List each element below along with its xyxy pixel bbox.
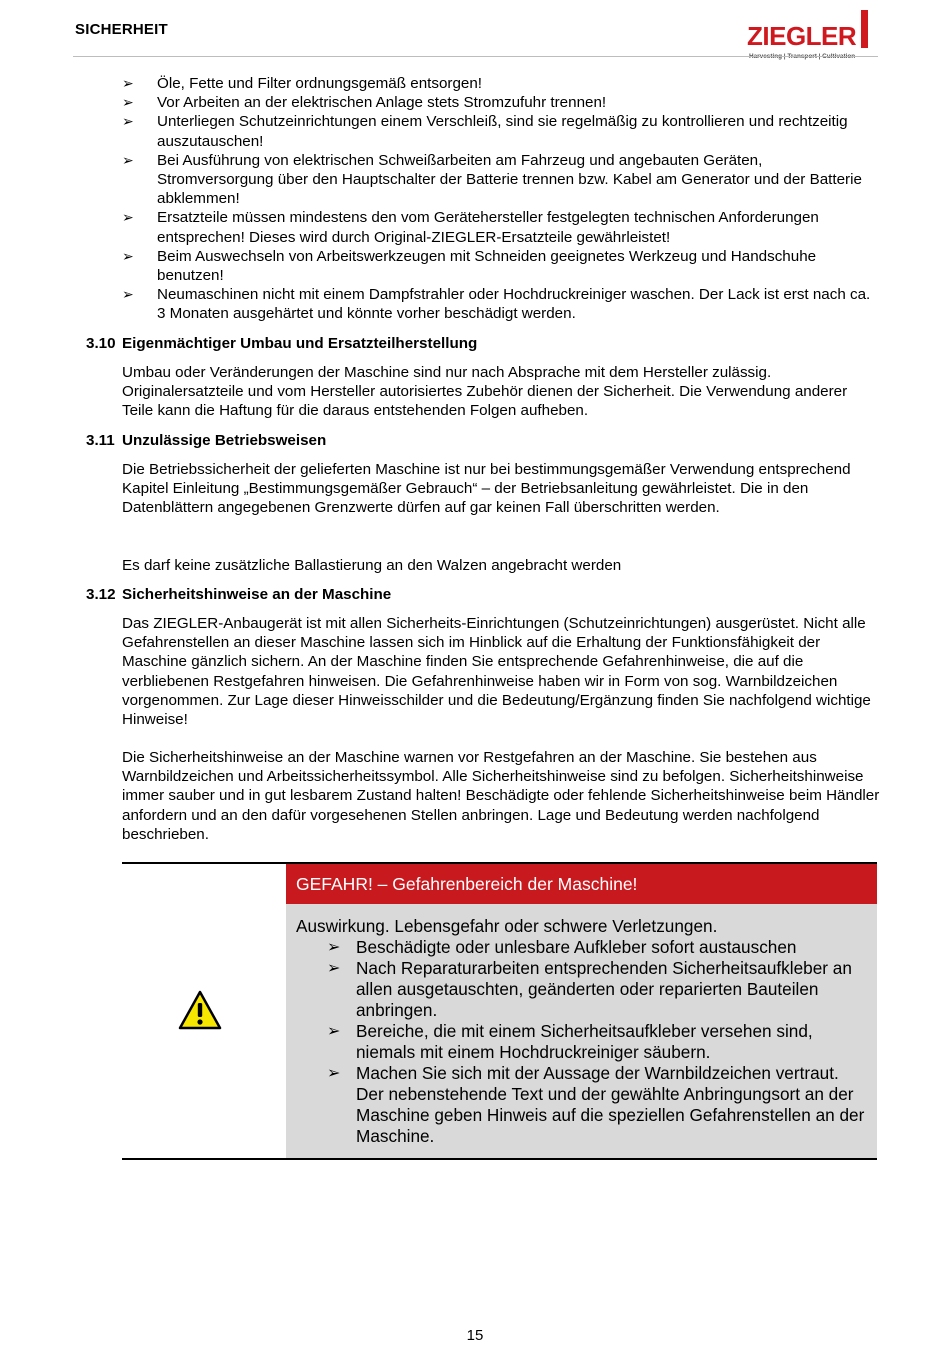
section-3-10-paragraph: Umbau oder Veränderungen der Maschine sind nur nach Absprache mit dem Hersteller zulässig. Originalersatzteile und vom Hersteller autorisiertes Zubehör dienen der Sicherheit. Die Verwendung anderer Teile kann die Haftung für die daraus entstehenden Folgen aufheben. xyxy=(122,364,848,420)
header-divider xyxy=(73,56,878,57)
danger-body xyxy=(286,904,877,1158)
section-3-11-paragraph-1: Die Betriebssicherheit der gelieferten Maschine ist nur bei bestimmungsgemäßer Verwendung entsprechend Kapitel Einleitung „Bestimmungsgemäßer Gebrauch“ – der Betriebsanleitung gewährleistet. Die in den Datenblättern angegebenen Grenzwerte dürfen auf gar keinen Fall überschritten werden. xyxy=(122,461,851,517)
section-3-12-paragraph-2: Die Sicherheitshinweise an der Maschine warnen vor Restgefahren an der Maschine. Sie bestehen aus Warnbildzeichen und Arbeitssicherheitssymbol. Alle Sicherheitshinweise sind zu befolgen. Sicherheitshinweise immer sauber und in gut lesbarem Zustand halten! Beschädigte oder fehlende Sicherheitshinweise beim Händler anfordern und an den dafür vorgesehenen Stellen anbringen. Lage und Bedeutung werden nachfolgend beschrieben. xyxy=(122,749,880,843)
danger-icon-cell xyxy=(122,864,286,1158)
list-item: ➢ Machen Sie sich mit der Aussage der Warnbildzeichen vertraut. Der nebenstehende Text und der gewählte Anbringungsort an der Maschine geben Hinweis auf die speziellen Gefahrenstellen an der Maschine. xyxy=(327,1063,865,1146)
list-item: ➢ Vor Arbeiten an der elektrischen Anlage stets Stromzufuhr trennen! xyxy=(122,94,607,112)
ziegler-logo xyxy=(747,8,882,58)
arrow-bullet-icon: ➢ xyxy=(122,247,134,264)
logo-wordmark: ZIEGLER xyxy=(747,21,857,51)
danger-warning-table xyxy=(122,862,877,1160)
list-item: ➢ Beschädigte oder unlesbare Aufkleber sofort austauschen xyxy=(327,937,797,957)
section-3-12-paragraph-1: Das ZIEGLER-Anbaugerät ist mit allen Sicherheits-Einrichtungen (Schutzeinrichtungen) ausgerüstet. Nicht alle Gefahrenstellen an dieser Maschine lassen sich im Hinblick auf die Erhaltung der Funktionsfähigkeit der Maschine gänzlich sichern. An der Maschine finden Sie entsprechende Gefahrenhinweise, die auf die verbliebenen Restgefahren hinweisen. Die Gefahrenhinweise haben wir in Form von sog. Warnbildzeichen vorgenommen. Zur Lage dieser Hinweisschilder und die Bedeutung/Ergänzung finden Sie nachfolgend wichtige Hinweise! xyxy=(122,615,871,729)
arrow-bullet-icon: ➢ xyxy=(122,209,134,226)
page-number: 15 xyxy=(466,1327,484,1344)
list-item: ➢ Öle, Fette und Filter ordnungsgemäß entsorgen! xyxy=(122,75,483,92)
logo-bar xyxy=(861,10,868,48)
arrow-bullet-icon: ➢ xyxy=(122,151,134,168)
list-item: ➢ Neumaschinen nicht mit einem Dampfstrahler oder Hochdruckreiniger waschen. Der Lack ist erst nach ca. 3 Monaten ausgehärtet und könnte vorher beschädigt werden. xyxy=(122,286,871,323)
danger-intro: Auswirkung. Lebensgefahr oder schwere Verletzungen. xyxy=(296,916,718,936)
arrow-bullet-icon: ➢ xyxy=(327,960,341,977)
section-heading-3-12: 3.12 Sicherheitshinweise an der Maschine xyxy=(86,586,392,603)
arrow-bullet-icon: ➢ xyxy=(122,94,134,111)
arrow-bullet-icon: ➢ xyxy=(122,113,134,130)
list-item: ➢ Bei Ausführung von elektrischen Schweißarbeiten am Fahrzeug und angebauten Geräten, Stromversorgung über den Hauptschalter der Batterie trennen bzw. Kabel am Generator und der Batterie abklemmen! xyxy=(122,151,862,208)
section-3-11-paragraph-2: Es darf keine zusätzliche Ballastierung an den Walzen angebracht werden xyxy=(122,557,622,574)
list-item: ➢ Bereiche, die mit einem Sicherheitsaufkleber versehen sind, niemals mit einem Hochdruckreiniger säubern. xyxy=(327,1021,813,1062)
list-item: ➢ Ersatzteile müssen mindestens den vom Gerätehersteller festgelegten technischen Anforderungen entsprechen! Dieses wird durch Original-ZIEGLER-Ersatzteile gewährleistet! xyxy=(122,209,819,246)
logo-tagline: Harvesting | Transport | Cultivation xyxy=(749,53,856,60)
list-item: ➢ Nach Reparaturarbeiten entsprechenden Sicherheitsaufkleber an allen ausgetauschten, geänderten oder reparierten Bauteilen anbringen. xyxy=(327,958,852,1020)
danger-header: GEFAHR! – Gefahrenbereich der Maschine! xyxy=(286,864,877,904)
list-item: ➢ Beim Auswechseln von Arbeitswerkzeugen mit Schneiden geeignetes Werkzeug und Handschuhe benutzen! xyxy=(122,247,817,285)
arrow-bullet-icon: ➢ xyxy=(122,75,134,91)
arrow-bullet-icon: ➢ xyxy=(122,286,134,303)
list-item: ➢ Unterliegen Schutzeinrichtungen einem Verschleiß, sind sie regelmäßig zu kontrollieren und rechtzeitig auszutauschen! xyxy=(122,113,848,150)
danger-item-list xyxy=(296,937,869,1147)
arrow-bullet-icon: ➢ xyxy=(327,1065,341,1082)
warning-triangle-icon xyxy=(178,990,222,1030)
section-heading-3-11: 3.11 Unzulässige Betriebsweisen xyxy=(86,432,327,449)
page-header-title: SICHERHEIT xyxy=(75,21,168,38)
arrow-bullet-icon: ➢ xyxy=(327,1023,341,1040)
section-heading-3-10: 3.10 Eigenmächtiger Umbau und Ersatzteilherstellung xyxy=(86,335,478,352)
safety-bullet-list xyxy=(122,74,882,324)
arrow-bullet-icon: ➢ xyxy=(327,939,341,956)
